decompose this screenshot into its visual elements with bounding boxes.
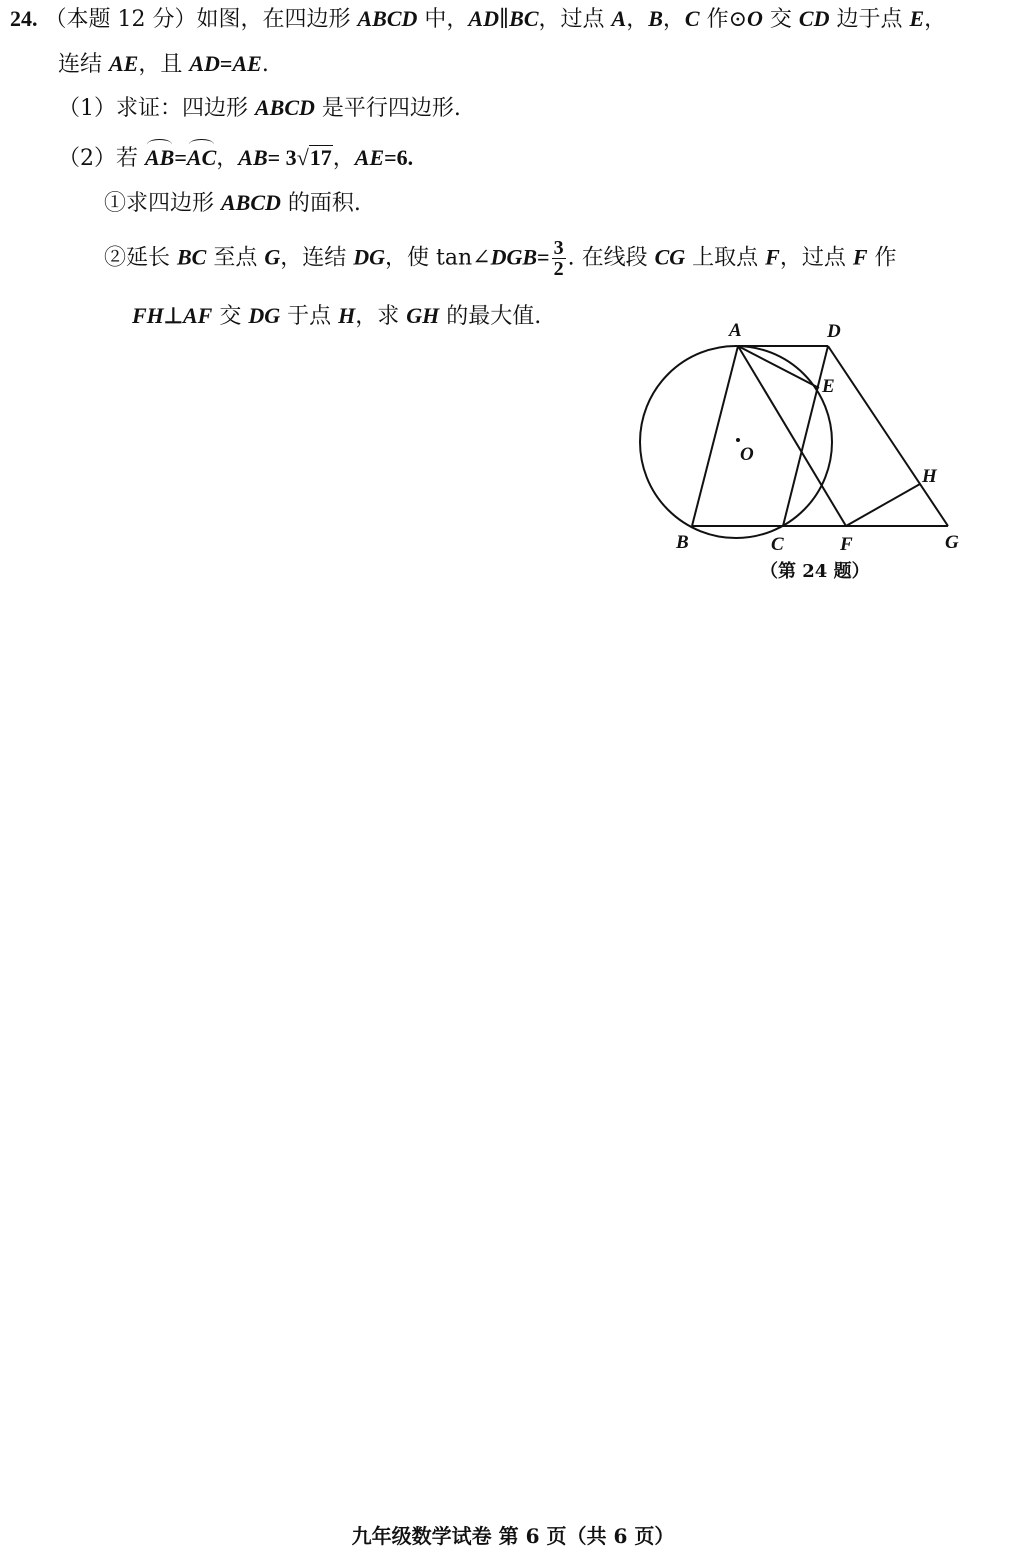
text: 的最大值. [439, 304, 542, 329]
problem-header-text: （本题 12 分）如图，在四边形 [44, 7, 351, 32]
part-1-suffix: 是平行四边形. [314, 96, 461, 121]
segment-ab [692, 346, 738, 526]
math-expression: = 3 [267, 145, 297, 170]
sqrt-radicand: 17 [309, 145, 332, 170]
text: ，求 [355, 304, 407, 329]
subquestion-2-line-2 [132, 303, 541, 330]
part-1 [58, 95, 461, 122]
text: 交 [212, 304, 249, 329]
label-e: E [822, 376, 835, 397]
center-point-o [736, 438, 740, 442]
math-ae: AE [232, 51, 262, 76]
text: ，连结 [280, 245, 354, 271]
math-b: B [648, 6, 663, 31]
sub-1-suffix: 的面积. [280, 191, 361, 216]
math-ad: AD [189, 51, 220, 76]
part-1-prefix: （1）求证：四边形 [58, 96, 255, 121]
math-h: H [338, 303, 356, 328]
label-d: D [827, 321, 841, 342]
segment-fh [846, 484, 920, 526]
sub-1-prefix: ①求四边形 [104, 191, 221, 216]
math-af: AF [182, 303, 213, 328]
equals-symbol: = [174, 145, 187, 170]
text: 上取点 [685, 245, 766, 271]
text: 至点 [206, 245, 265, 271]
text: . 在线段 [567, 245, 655, 271]
text: 边于点 [829, 7, 910, 32]
math-ab: AB [238, 145, 268, 170]
text: ，过点 [538, 7, 612, 32]
math-bc: BC [177, 244, 207, 270]
text: ， [216, 146, 239, 171]
label-b: B [676, 532, 689, 553]
math-o: O [747, 6, 763, 31]
text: 于点 [280, 304, 339, 329]
arc-ac: AC [186, 145, 217, 170]
math-dg: DG [353, 244, 386, 270]
equals-symbol: = [219, 51, 233, 76]
part-2: （2）若 AB=AC，AB= 3√17，AE=6. [58, 145, 414, 171]
label-o: O [740, 444, 754, 465]
perpendicular-symbol: ⊥ [163, 303, 183, 328]
text: ， [662, 7, 685, 32]
label-g: G [945, 532, 959, 553]
math-ad: AD [468, 6, 499, 31]
text: ， [332, 146, 355, 171]
text: 交 [762, 7, 799, 32]
label-f: F [840, 534, 853, 555]
math-a: A [611, 6, 627, 31]
math-f: F [765, 244, 780, 270]
math-e: E [909, 6, 925, 31]
math-abcd: ABCD [221, 190, 281, 215]
parallel-symbol: ∥ [498, 7, 510, 32]
text: 作⊙ [699, 7, 748, 32]
page-footer: 九年级数学试卷 第 6 页（共 6 页） [351, 1524, 675, 1548]
fraction-numerator: 3 [553, 237, 564, 259]
subquestion-1 [104, 190, 361, 217]
text: ，且 [138, 52, 190, 77]
fraction-denominator: 2 [553, 258, 564, 280]
problem-line-2 [58, 51, 269, 78]
math-c: C [684, 6, 700, 31]
figure-caption: （第 24 题） [760, 561, 870, 582]
math-dgb: DGB [490, 244, 538, 270]
part-2-prefix: （2）若 [58, 146, 145, 171]
text: 中， [417, 7, 469, 32]
fraction-3-over-2 [552, 238, 566, 279]
math-abcd: ABCD [357, 6, 418, 31]
text: 作 [867, 245, 897, 271]
math-g: G [264, 244, 281, 270]
math-expression: =6. [384, 145, 414, 170]
geometry-figure [630, 312, 970, 557]
math-ae: AE [109, 51, 139, 76]
segment-dg [828, 346, 948, 526]
subquestion-2 [104, 238, 897, 279]
math-fh: FH [132, 303, 164, 328]
problem-number: 24. [10, 6, 38, 31]
arc-ab: AB [145, 145, 175, 170]
math-bc: BC [509, 6, 539, 31]
text: ， [626, 7, 649, 32]
math-cd: CD [798, 6, 830, 31]
label-c: C [771, 534, 784, 555]
text: ②延长 [104, 245, 177, 271]
math-gh: GH [406, 303, 440, 328]
math-ae: AE [354, 145, 385, 170]
label-a: A [729, 320, 742, 341]
problem-header-line [10, 6, 946, 33]
math-f: F [852, 244, 868, 270]
text: . [261, 52, 269, 77]
math-dg: DG [248, 303, 281, 328]
text: ，过点 [779, 245, 853, 271]
label-h: H [922, 466, 937, 487]
math-abcd: ABCD [255, 95, 315, 120]
text: ， [924, 7, 947, 32]
text: 连结 [58, 52, 109, 77]
math-cg: CG [654, 244, 686, 270]
text: ，使 tan∠ [385, 245, 491, 271]
equals-symbol: = [537, 244, 550, 270]
